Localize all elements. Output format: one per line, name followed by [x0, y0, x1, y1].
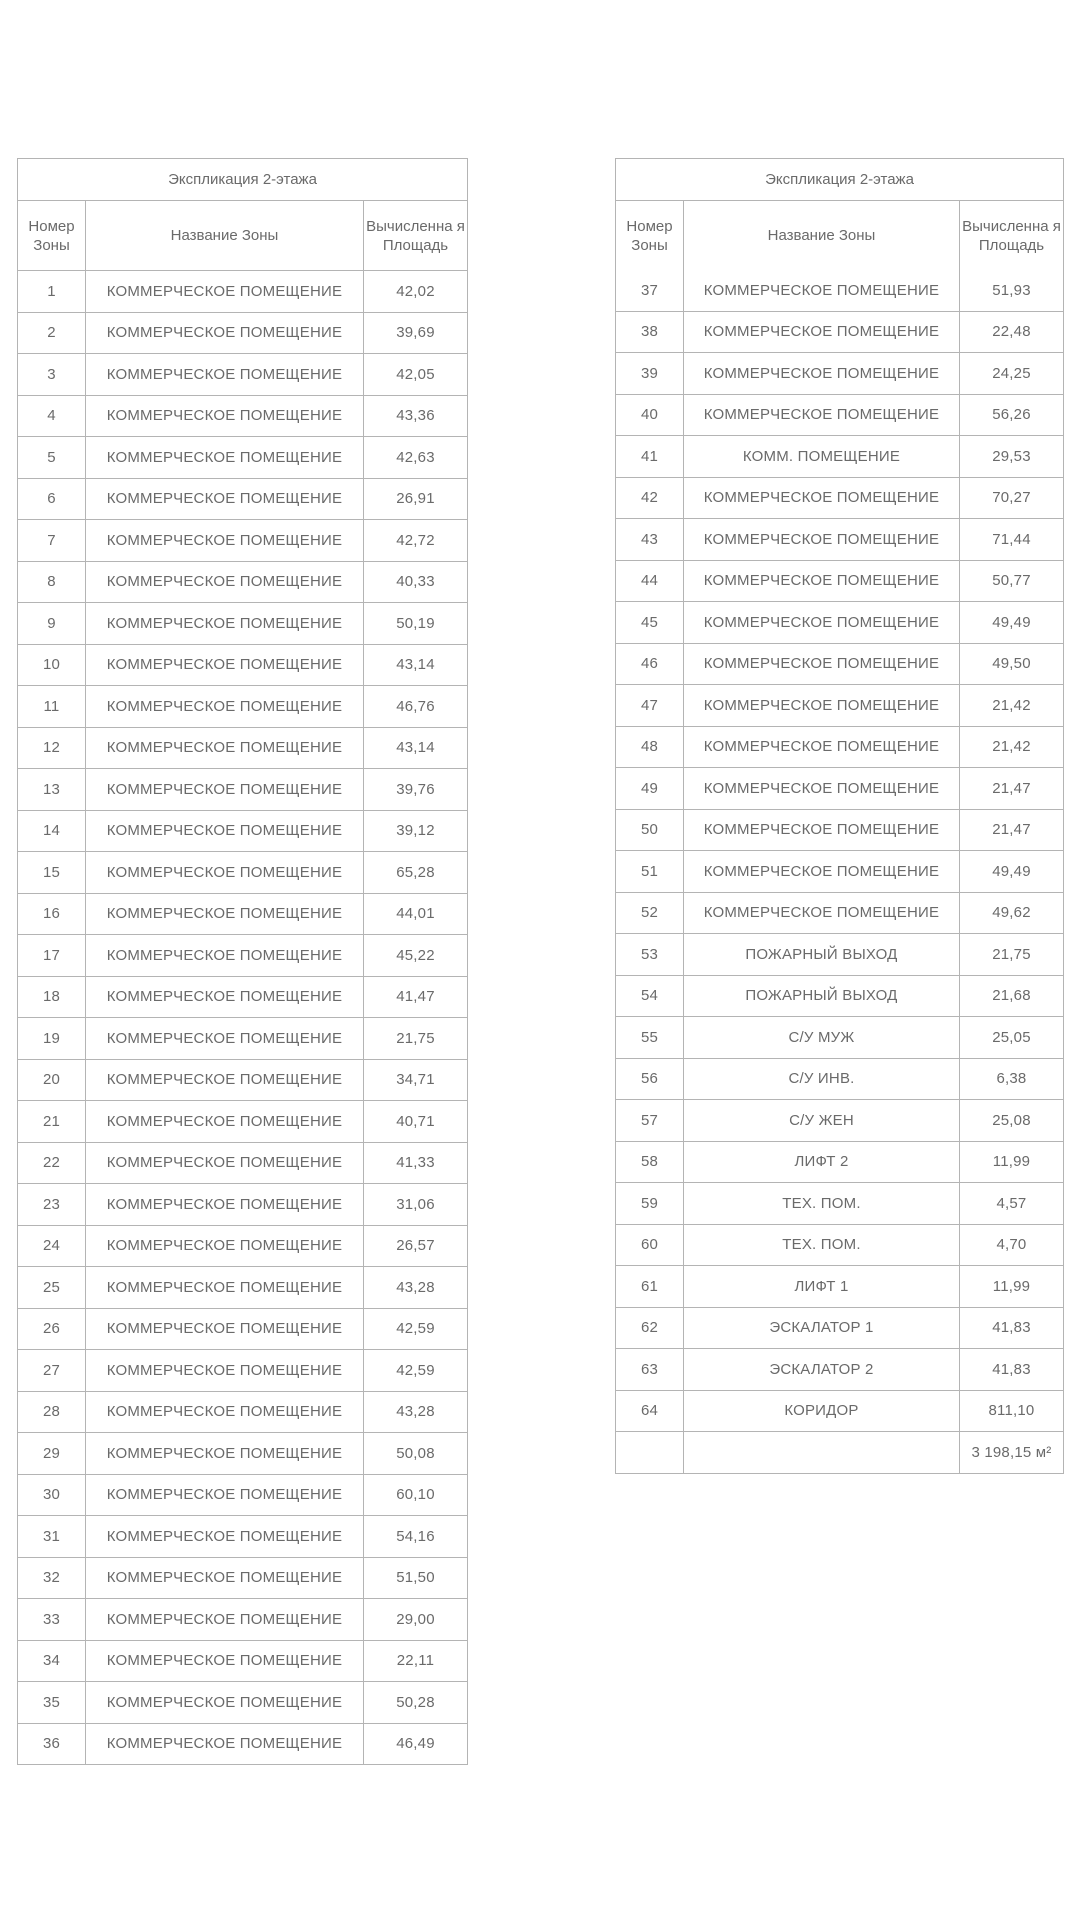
zone-number-cell: 2 — [18, 312, 86, 354]
table-row — [616, 477, 1064, 519]
table-row — [616, 1349, 1064, 1391]
area-cell: 50,28 — [363, 1682, 467, 1724]
area-cell: 41,83 — [959, 1307, 1063, 1349]
table-row — [616, 353, 1064, 395]
zone-name-cell: КОММЕРЧЕСКОЕ ПОМЕЩЕНИЕ — [86, 769, 364, 811]
zone-name-cell: КОММЕРЧЕСКОЕ ПОМЕЩЕНИЕ — [684, 477, 960, 519]
area-cell: 50,19 — [363, 603, 467, 645]
zone-name-cell: КОММЕРЧЕСКОЕ ПОМЕЩЕНИЕ — [684, 270, 960, 311]
area-cell: 21,75 — [363, 1018, 467, 1060]
table-row — [616, 394, 1064, 436]
zone-name-cell: КОММЕРЧЕСКОЕ ПОМЕЩЕНИЕ — [684, 768, 960, 810]
zone-number-cell: 33 — [18, 1599, 86, 1641]
zone-name-cell: КОММЕРЧЕСКОЕ ПОМЕЩЕНИЕ — [86, 1267, 364, 1309]
area-cell: 21,42 — [959, 685, 1063, 727]
zone-name-cell: КОММЕРЧЕСКОЕ ПОМЕЩЕНИЕ — [684, 892, 960, 934]
table-title: Экспликация 2-этажа — [616, 159, 1064, 201]
area-cell: 21,47 — [959, 809, 1063, 851]
zone-number-cell: 10 — [18, 644, 86, 686]
table-row — [18, 1350, 468, 1392]
table-row — [18, 644, 468, 686]
zone-name-cell: ЭСКАЛАТОР 1 — [684, 1307, 960, 1349]
area-cell: 29,00 — [363, 1599, 467, 1641]
zone-name-cell: КОММЕРЧЕСКОЕ ПОМЕЩЕНИЕ — [684, 851, 960, 893]
zone-number-cell: 7 — [18, 520, 86, 562]
area-cell: 42,05 — [363, 354, 467, 396]
table-row — [18, 271, 468, 313]
table-row — [18, 1599, 468, 1641]
zone-number-cell: 53 — [616, 934, 684, 976]
table-header-row — [18, 201, 468, 271]
area-cell: 40,33 — [363, 561, 467, 603]
zone-number-cell: 52 — [616, 892, 684, 934]
table-title: Экспликация 2-этажа — [18, 159, 468, 201]
table-row — [18, 1184, 468, 1226]
area-cell: 49,49 — [959, 602, 1063, 644]
area-cell: 41,33 — [363, 1142, 467, 1184]
zone-number-cell: 45 — [616, 602, 684, 644]
zone-number-cell — [616, 1432, 684, 1474]
area-cell: 65,28 — [363, 852, 467, 894]
table-row — [616, 311, 1064, 353]
zone-name-cell: С/У ИНВ. — [684, 1058, 960, 1100]
zone-name-cell: КОММЕРЧЕСКОЕ ПОМЕЩЕНИЕ — [86, 603, 364, 645]
area-cell: 21,68 — [959, 975, 1063, 1017]
area-cell: 25,08 — [959, 1100, 1063, 1142]
zone-number-cell: 8 — [18, 561, 86, 603]
zone-name-cell: ТЕХ. ПОМ. — [684, 1183, 960, 1225]
area-cell: 49,62 — [959, 892, 1063, 934]
zone-number-cell: 59 — [616, 1183, 684, 1225]
zone-name-cell: КОММЕРЧЕСКОЕ ПОМЕЩЕНИЕ — [86, 520, 364, 562]
zone-name-cell: КОММЕРЧЕСКОЕ ПОМЕЩЕНИЕ — [86, 312, 364, 354]
table-row — [18, 769, 468, 811]
table-row — [616, 726, 1064, 768]
table-title-row — [616, 159, 1064, 201]
zone-name-cell: С/У МУЖ — [684, 1017, 960, 1059]
table-row — [616, 685, 1064, 727]
zone-name-cell: ПОЖАРНЫЙ ВЫХОД — [684, 975, 960, 1017]
zone-number-cell: 25 — [18, 1267, 86, 1309]
table-row — [616, 851, 1064, 893]
zone-name-cell: КОММЕРЧЕСКОЕ ПОМЕЩЕНИЕ — [86, 478, 364, 520]
table-row — [616, 519, 1064, 561]
explication-table-right — [615, 158, 1064, 1474]
table-row — [18, 1723, 468, 1765]
table-row — [18, 1267, 468, 1309]
area-cell: 70,27 — [959, 477, 1063, 519]
table-row — [18, 1018, 468, 1060]
zone-number-cell: 34 — [18, 1640, 86, 1682]
area-cell: 41,83 — [959, 1349, 1063, 1391]
zone-number-cell: 28 — [18, 1391, 86, 1433]
area-cell: 42,02 — [363, 271, 467, 313]
zone-number-cell: 36 — [18, 1723, 86, 1765]
table-row — [616, 1058, 1064, 1100]
area-cell: 42,72 — [363, 520, 467, 562]
table-row — [616, 892, 1064, 934]
area-cell: 40,71 — [363, 1101, 467, 1143]
area-cell: 25,05 — [959, 1017, 1063, 1059]
zone-number-cell: 21 — [18, 1101, 86, 1143]
zone-name-cell: ЭСКАЛАТОР 2 — [684, 1349, 960, 1391]
zone-number-cell: 24 — [18, 1225, 86, 1267]
zone-number-cell: 32 — [18, 1557, 86, 1599]
zone-name-cell: КОММЕРЧЕСКОЕ ПОМЕЩЕНИЕ — [86, 935, 364, 977]
zone-number-cell: 58 — [616, 1141, 684, 1183]
table-row — [616, 643, 1064, 685]
zone-name-cell: КОММЕРЧЕСКОЕ ПОМЕЩЕНИЕ — [86, 893, 364, 935]
area-cell: 49,49 — [959, 851, 1063, 893]
total-row — [616, 1432, 1064, 1474]
zone-number-cell: 39 — [616, 353, 684, 395]
zone-number-cell: 42 — [616, 477, 684, 519]
zone-number-cell: 13 — [18, 769, 86, 811]
zone-number-cell: 47 — [616, 685, 684, 727]
zone-name-cell: КОММЕРЧЕСКОЕ ПОМЕЩЕНИЕ — [86, 561, 364, 603]
zone-number-cell: 1 — [18, 271, 86, 313]
zone-name-cell: КОММЕРЧЕСКОЕ ПОМЕЩЕНИЕ — [86, 1391, 364, 1433]
zone-name-cell: КОММЕРЧЕСКОЕ ПОМЕЩЕНИЕ — [86, 1433, 364, 1475]
zone-number-cell: 60 — [616, 1224, 684, 1266]
header-area: Вычисленна я Площадь — [363, 201, 467, 271]
zone-number-cell: 16 — [18, 893, 86, 935]
table-row — [616, 975, 1064, 1017]
zone-number-cell: 51 — [616, 851, 684, 893]
area-cell: 43,36 — [363, 395, 467, 437]
zone-number-cell: 62 — [616, 1307, 684, 1349]
zone-number-cell: 17 — [18, 935, 86, 977]
zone-number-cell: 3 — [18, 354, 86, 396]
table-row — [616, 1390, 1064, 1432]
zone-name-cell: КОММЕРЧЕСКОЕ ПОМЕЩЕНИЕ — [86, 727, 364, 769]
zone-name-cell: КОММЕРЧЕСКОЕ ПОМЕЩЕНИЕ — [86, 271, 364, 313]
zone-name-cell: КОММЕРЧЕСКОЕ ПОМЕЩЕНИЕ — [86, 1059, 364, 1101]
zone-number-cell: 12 — [18, 727, 86, 769]
zone-name-cell: КОММЕРЧЕСКОЕ ПОМЕЩЕНИЕ — [86, 1599, 364, 1641]
zone-number-cell: 49 — [616, 768, 684, 810]
table-row — [18, 727, 468, 769]
area-cell: 54,16 — [363, 1516, 467, 1558]
area-cell: 71,44 — [959, 519, 1063, 561]
total-area-cell: 3 198,15 м² — [959, 1432, 1063, 1474]
table-row — [616, 934, 1064, 976]
area-cell: 42,59 — [363, 1308, 467, 1350]
zone-name-cell: КОММЕРЧЕСКОЕ ПОМЕЩЕНИЕ — [86, 1101, 364, 1143]
table-row — [18, 1640, 468, 1682]
zone-name-cell: КОММЕРЧЕСКОЕ ПОМЕЩЕНИЕ — [86, 1682, 364, 1724]
zone-number-cell: 14 — [18, 810, 86, 852]
area-cell: 43,14 — [363, 644, 467, 686]
table-row — [18, 1557, 468, 1599]
zone-name-cell: КОММЕРЧЕСКОЕ ПОМЕЩЕНИЕ — [684, 353, 960, 395]
zone-name-cell: КОММЕРЧЕСКОЕ ПОМЕЩЕНИЕ — [684, 809, 960, 851]
table-row — [18, 1433, 468, 1475]
area-cell: 45,22 — [363, 935, 467, 977]
zone-name-cell: КОММЕРЧЕСКОЕ ПОМЕЩЕНИЕ — [86, 686, 364, 728]
area-cell: 4,57 — [959, 1183, 1063, 1225]
explication-table-left — [17, 158, 468, 1765]
zone-number-cell: 20 — [18, 1059, 86, 1101]
table-title-row — [18, 159, 468, 201]
table-row — [616, 1017, 1064, 1059]
area-cell: 24,25 — [959, 353, 1063, 395]
zone-number-cell: 26 — [18, 1308, 86, 1350]
zone-number-cell: 29 — [18, 1433, 86, 1475]
area-cell: 22,11 — [363, 1640, 467, 1682]
table-row — [18, 395, 468, 437]
table-row — [18, 935, 468, 977]
area-cell: 26,91 — [363, 478, 467, 520]
zone-number-cell: 63 — [616, 1349, 684, 1391]
table-row — [18, 1308, 468, 1350]
table-row — [18, 312, 468, 354]
area-cell: 42,63 — [363, 437, 467, 479]
area-cell: 51,93 — [959, 270, 1063, 311]
table-row — [18, 437, 468, 479]
zone-number-cell: 55 — [616, 1017, 684, 1059]
zone-name-cell: КОММЕРЧЕСКОЕ ПОМЕЩЕНИЕ — [684, 726, 960, 768]
area-cell: 6,38 — [959, 1058, 1063, 1100]
area-cell: 31,06 — [363, 1184, 467, 1226]
table-row — [18, 478, 468, 520]
zone-number-cell: 54 — [616, 975, 684, 1017]
zone-name-cell: КОММЕРЧЕСКОЕ ПОМЕЩЕНИЕ — [684, 311, 960, 353]
table-row — [18, 354, 468, 396]
zone-name-cell — [684, 1432, 960, 1474]
zone-name-cell: КОММЕРЧЕСКОЕ ПОМЕЩЕНИЕ — [684, 560, 960, 602]
area-cell: 21,75 — [959, 934, 1063, 976]
area-cell: 60,10 — [363, 1474, 467, 1516]
zone-number-cell: 9 — [18, 603, 86, 645]
area-cell: 11,99 — [959, 1141, 1063, 1183]
zone-name-cell: КОММЕРЧЕСКОЕ ПОМЕЩЕНИЕ — [684, 685, 960, 727]
table-row — [18, 686, 468, 728]
zone-number-cell: 57 — [616, 1100, 684, 1142]
zone-name-cell: КОММЕРЧЕСКОЕ ПОМЕЩЕНИЕ — [86, 976, 364, 1018]
table-row — [616, 768, 1064, 810]
area-cell: 50,08 — [363, 1433, 467, 1475]
zone-number-cell: 38 — [616, 311, 684, 353]
table-row — [616, 1307, 1064, 1349]
table-row — [18, 561, 468, 603]
table-row — [616, 1224, 1064, 1266]
zone-number-cell: 15 — [18, 852, 86, 894]
zone-name-cell: КОММЕРЧЕСКОЕ ПОМЕЩЕНИЕ — [86, 1018, 364, 1060]
zone-name-cell: ЛИФТ 1 — [684, 1266, 960, 1308]
area-cell: 46,76 — [363, 686, 467, 728]
table-row — [616, 1266, 1064, 1308]
zone-name-cell: КОММЕРЧЕСКОЕ ПОМЕЩЕНИЕ — [86, 1723, 364, 1765]
zone-number-cell: 50 — [616, 809, 684, 851]
area-cell: 43,28 — [363, 1391, 467, 1433]
table-row — [18, 520, 468, 562]
zone-name-cell: КОММЕРЧЕСКОЕ ПОМЕЩЕНИЕ — [684, 394, 960, 436]
header-zone-number: Номер Зоны — [18, 201, 86, 271]
zone-name-cell: КОММЕРЧЕСКОЕ ПОМЕЩЕНИЕ — [86, 644, 364, 686]
zone-number-cell: 5 — [18, 437, 86, 479]
zone-name-cell: КОММЕРЧЕСКОЕ ПОМЕЩЕНИЕ — [86, 1350, 364, 1392]
zone-number-cell: 11 — [18, 686, 86, 728]
area-cell: 51,50 — [363, 1557, 467, 1599]
area-cell: 39,12 — [363, 810, 467, 852]
zone-number-cell: 31 — [18, 1516, 86, 1558]
zone-number-cell: 35 — [18, 1682, 86, 1724]
area-cell: 34,71 — [363, 1059, 467, 1101]
area-cell: 50,77 — [959, 560, 1063, 602]
header-zone-name: Название Зоны — [684, 201, 960, 271]
table-row — [18, 893, 468, 935]
table-row — [18, 852, 468, 894]
area-cell: 43,14 — [363, 727, 467, 769]
area-cell: 21,47 — [959, 768, 1063, 810]
zone-number-cell: 44 — [616, 560, 684, 602]
zone-number-cell: 40 — [616, 394, 684, 436]
zone-number-cell: 19 — [18, 1018, 86, 1060]
area-cell: 811,10 — [959, 1390, 1063, 1432]
area-cell: 44,01 — [363, 893, 467, 935]
table-row — [616, 1183, 1064, 1225]
table-row — [18, 1059, 468, 1101]
table-row — [616, 270, 1064, 311]
area-cell: 49,50 — [959, 643, 1063, 685]
zone-name-cell: КОММЕРЧЕСКОЕ ПОМЕЩЕНИЕ — [684, 602, 960, 644]
table-row — [18, 810, 468, 852]
zone-name-cell: С/У ЖЕН — [684, 1100, 960, 1142]
table-row — [18, 976, 468, 1018]
zone-name-cell: КОММЕРЧЕСКОЕ ПОМЕЩЕНИЕ — [684, 643, 960, 685]
area-cell: 39,69 — [363, 312, 467, 354]
zone-number-cell: 4 — [18, 395, 86, 437]
table-row — [18, 1474, 468, 1516]
zone-number-cell: 56 — [616, 1058, 684, 1100]
area-cell: 41,47 — [363, 976, 467, 1018]
table-row — [616, 809, 1064, 851]
zone-number-cell: 41 — [616, 436, 684, 478]
table-row — [18, 1516, 468, 1558]
zone-name-cell: КОММЕРЧЕСКОЕ ПОМЕЩЕНИЕ — [86, 1184, 364, 1226]
area-cell: 56,26 — [959, 394, 1063, 436]
zone-name-cell: КОММЕРЧЕСКОЕ ПОМЕЩЕНИЕ — [86, 395, 364, 437]
table-row — [616, 1141, 1064, 1183]
zone-name-cell: КОММЕРЧЕСКОЕ ПОМЕЩЕНИЕ — [86, 354, 364, 396]
zone-number-cell: 37 — [616, 270, 684, 311]
table-row — [18, 603, 468, 645]
zone-number-cell: 18 — [18, 976, 86, 1018]
zone-name-cell: КОММЕРЧЕСКОЕ ПОМЕЩЕНИЕ — [86, 1474, 364, 1516]
area-cell: 42,59 — [363, 1350, 467, 1392]
zone-number-cell: 23 — [18, 1184, 86, 1226]
zone-number-cell: 48 — [616, 726, 684, 768]
zone-number-cell: 43 — [616, 519, 684, 561]
header-zone-name: Название Зоны — [86, 201, 364, 271]
zone-name-cell: ПОЖАРНЫЙ ВЫХОД — [684, 934, 960, 976]
zone-name-cell: ЛИФТ 2 — [684, 1141, 960, 1183]
table-row — [18, 1391, 468, 1433]
zone-number-cell: 61 — [616, 1266, 684, 1308]
zone-name-cell: КОММЕРЧЕСКОЕ ПОМЕЩЕНИЕ — [86, 1225, 364, 1267]
zone-name-cell: КОММЕРЧЕСКОЕ ПОМЕЩЕНИЕ — [86, 1557, 364, 1599]
zone-name-cell: КОММЕРЧЕСКОЕ ПОМЕЩЕНИЕ — [86, 810, 364, 852]
zone-number-cell: 22 — [18, 1142, 86, 1184]
area-cell: 21,42 — [959, 726, 1063, 768]
zone-name-cell: КОММЕРЧЕСКОЕ ПОМЕЩЕНИЕ — [86, 852, 364, 894]
zone-name-cell: КОММЕРЧЕСКОЕ ПОМЕЩЕНИЕ — [86, 1308, 364, 1350]
table-header-row — [616, 201, 1064, 271]
zone-name-cell: ТЕХ. ПОМ. — [684, 1224, 960, 1266]
zone-name-cell: КОММЕРЧЕСКОЕ ПОМЕЩЕНИЕ — [86, 1516, 364, 1558]
zone-name-cell: КОММ. ПОМЕЩЕНИЕ — [684, 436, 960, 478]
zone-number-cell: 46 — [616, 643, 684, 685]
zone-name-cell: КОММЕРЧЕСКОЕ ПОМЕЩЕНИЕ — [86, 1640, 364, 1682]
zone-number-cell: 27 — [18, 1350, 86, 1392]
area-cell: 26,57 — [363, 1225, 467, 1267]
table-row — [18, 1682, 468, 1724]
area-cell: 22,48 — [959, 311, 1063, 353]
area-cell: 4,70 — [959, 1224, 1063, 1266]
zone-name-cell: КОММЕРЧЕСКОЕ ПОМЕЩЕНИЕ — [86, 1142, 364, 1184]
table-row — [18, 1142, 468, 1184]
zone-number-cell: 30 — [18, 1474, 86, 1516]
area-cell: 43,28 — [363, 1267, 467, 1309]
header-area: Вычисленна я Площадь — [959, 201, 1063, 271]
table-row — [18, 1101, 468, 1143]
area-cell: 29,53 — [959, 436, 1063, 478]
zone-name-cell: КОММЕРЧЕСКОЕ ПОМЕЩЕНИЕ — [684, 519, 960, 561]
table-row — [616, 1100, 1064, 1142]
zone-number-cell: 6 — [18, 478, 86, 520]
table-row — [616, 560, 1064, 602]
area-cell: 39,76 — [363, 769, 467, 811]
table-row — [18, 1225, 468, 1267]
header-zone-number: Номер Зоны — [616, 201, 684, 271]
zone-name-cell: КОММЕРЧЕСКОЕ ПОМЕЩЕНИЕ — [86, 437, 364, 479]
table-row — [616, 602, 1064, 644]
area-cell: 11,99 — [959, 1266, 1063, 1308]
zone-number-cell: 64 — [616, 1390, 684, 1432]
table-row — [616, 436, 1064, 478]
zone-name-cell: КОРИДОР — [684, 1390, 960, 1432]
area-cell: 46,49 — [363, 1723, 467, 1765]
